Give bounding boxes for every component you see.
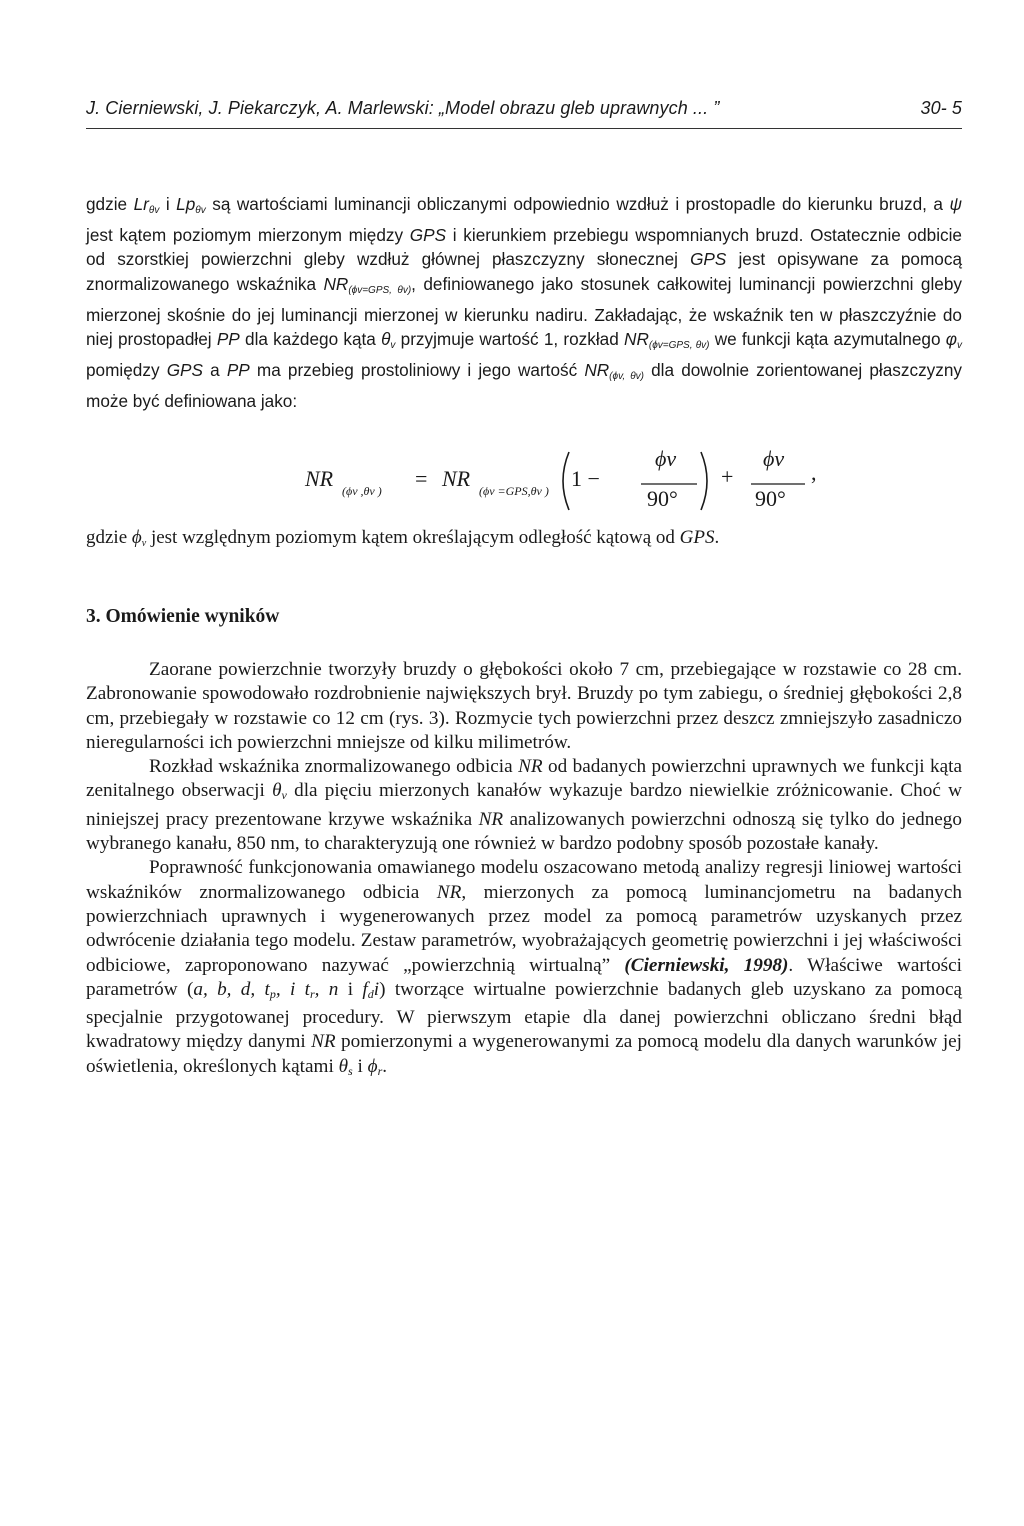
text: dla każdego kąta bbox=[239, 329, 382, 350]
symbol-nr: NR bbox=[436, 881, 462, 903]
equation-rhs-subscript: (ϕv =GPS,θv ) bbox=[479, 484, 549, 498]
header-rule bbox=[86, 128, 962, 129]
symbol-lr: Lr bbox=[133, 194, 149, 214]
paragraph bbox=[86, 856, 962, 1083]
text: są wartościami luminancji obliczanymi odpowiednio wzdłuż i prostopadle do kierunku bruzd, a bbox=[205, 194, 950, 214]
term-pp: PP bbox=[226, 360, 250, 381]
comma: , bbox=[811, 460, 817, 485]
text: a bbox=[202, 360, 227, 381]
text: jest opisywane za pomocą znormalizowanego wskaźnika bbox=[86, 249, 963, 294]
subscript: θv bbox=[148, 205, 160, 216]
text: i kierunkiem przebiegu wspomnianych bruzd. Ostatecznie odbicie od szorstkiej powierzchni gleby wzdłuż głównej płaszczyzny słonecznej bbox=[86, 225, 962, 270]
subscript: (ϕv=GPS, θv) bbox=[348, 284, 412, 296]
subscript: θv bbox=[195, 205, 206, 216]
symbol-nr: NR bbox=[311, 1031, 336, 1053]
subscript: r bbox=[310, 986, 315, 1001]
text: . bbox=[382, 1055, 388, 1077]
text: we funkcji kąta azymutalnego bbox=[709, 329, 946, 350]
text: i bbox=[352, 1055, 368, 1077]
subscript: s bbox=[348, 1063, 353, 1078]
term-gps: GPS bbox=[679, 527, 715, 548]
text: pomierzonymi a wygenerowanymi za pomocą modelu dla danych warunków jej oświetlenia, określonych kątami bbox=[86, 1031, 962, 1077]
symbol-phi: ϕ bbox=[131, 527, 142, 548]
equation-lhs: NR bbox=[305, 466, 334, 491]
paragraph-where bbox=[86, 526, 962, 556]
subscript: v bbox=[281, 788, 287, 803]
fraction-numerator: ϕv bbox=[763, 446, 785, 471]
left-paren bbox=[563, 452, 569, 510]
fraction-denominator: 90° bbox=[647, 486, 678, 511]
text: . Właściwe wartości parametrów ( bbox=[86, 954, 962, 1000]
term-gps: GPS bbox=[690, 249, 727, 270]
subscript: (ϕv=GPS, θv) bbox=[648, 340, 710, 352]
symbol-nr: NR bbox=[323, 273, 349, 294]
params: a, b, d, t bbox=[193, 978, 270, 1000]
text: jest kątem poziomym mierzonym między bbox=[86, 225, 410, 246]
paragraph bbox=[86, 755, 962, 856]
section-heading: 3. Omówienie wyników bbox=[86, 606, 280, 627]
text: gdzie bbox=[86, 194, 134, 214]
text: jest względnym poziomym kątem określającym odległość kątową od bbox=[146, 527, 680, 548]
equals-sign: = bbox=[415, 466, 428, 491]
symbol-psi: ψ bbox=[949, 194, 962, 214]
paragraph-definitions bbox=[86, 192, 962, 414]
symbol-theta: θ bbox=[381, 329, 391, 350]
text: , mierzonych za pomocą luminancjometru na badanych powierzchniach uprawnych i wygenerowanych przez model za pomocą parametrów uzyskanych przez odwrócenie działania tego modelu. Zestaw parametrów, wyobrażających geometrię powierzchni i jej właściwości odbiciowe, zaproponowano nazywać „powierzchnią wirtualną” bbox=[86, 881, 962, 976]
subscript: d bbox=[367, 986, 374, 1001]
symbol-nr: NR bbox=[478, 808, 504, 830]
text: i bbox=[159, 194, 177, 214]
params: i bbox=[373, 978, 380, 1000]
text: dla pięciu mierzonych kanałów wykazuje bardzo niewielkie zróżnicowanie. Choć w niniejszej pracy prezentowane krzywe wskaźnika bbox=[86, 780, 962, 830]
running-header bbox=[86, 98, 962, 119]
text: Poprawność funkcjonowania omawianego modelu oszacowano metodą analizy regresji liniowej wartości wskaźników znormalizowanego odbicia bbox=[86, 857, 962, 903]
fraction-numerator: ϕv bbox=[655, 446, 677, 471]
params: , i t bbox=[275, 978, 310, 1000]
text: Rozkład wskaźnika znormalizowanego odbicia bbox=[149, 756, 519, 778]
term-pp: PP bbox=[216, 329, 240, 350]
text: analizowanych powierzchni odnoszą się tylko do jednego wybranego kanału, 850 nm, to charakteryzują one również w bardzo podobny sposób pozostałe kanały. bbox=[86, 808, 962, 855]
plus-sign: + bbox=[721, 464, 734, 489]
params: , n bbox=[314, 978, 339, 1000]
symbol-phi: φ bbox=[945, 329, 957, 350]
symbol-lp: Lp bbox=[176, 194, 196, 214]
right-paren bbox=[701, 452, 707, 510]
equation-nr bbox=[305, 448, 865, 514]
text: przyjmuje wartość 1, rozkład bbox=[395, 329, 625, 350]
page-number: 30- 5 bbox=[920, 98, 962, 118]
subscript: r bbox=[377, 1063, 383, 1078]
section-body bbox=[86, 658, 962, 1083]
header-authors-title: J. Cierniewski, J. Piekarczyk, A. Marlewski: „Model obrazu gleb uprawnych ... ” bbox=[86, 98, 720, 118]
symbol-nr: NR bbox=[624, 329, 649, 350]
symbol-theta: θ bbox=[272, 780, 282, 802]
subscript: v bbox=[390, 340, 396, 352]
text: i bbox=[338, 978, 363, 1000]
text: pomiędzy bbox=[86, 360, 167, 381]
text: . bbox=[714, 527, 720, 548]
subscript: (ϕv, θv) bbox=[609, 371, 644, 383]
paragraph: Zaorane powierzchnie tworzyły bruzdy o głębokości około 7 cm, przebiegające w rozstawie co 28 cm. Zabronowanie spowodowało rozdrobnienie największych brył. Bruzdy po tym zabiegu, o średniej głębokości 2,8 cm, przebiegały w rozstawie co 12 cm (rys. 3). Rozmycie tych powierzchni przez deszcz zmniejszyło zasadniczo nieregularności ich powierzchni mniejsze od kilku milimetrów. bbox=[86, 659, 962, 753]
term-gps: GPS bbox=[166, 360, 203, 381]
equation-rhs: NR bbox=[442, 466, 471, 491]
symbol-nr: NR bbox=[584, 360, 610, 381]
text: gdzie bbox=[86, 527, 132, 548]
subscript: p bbox=[269, 986, 276, 1001]
fraction-denominator: 90° bbox=[755, 486, 786, 511]
equation-lhs-subscript: (ϕv ,θv ) bbox=[342, 484, 382, 498]
text: , definiowanego jako stosunek całkowitej luminancji powierzchni gleby mierzonej skośnie do jej luminancji mierzonej w kierunku nadiru. Zakładając, że wskaźnik ten w płaszczyźnie do niej prostopadłej bbox=[86, 273, 962, 350]
citation: (Cierniewski, 1998) bbox=[624, 954, 789, 976]
symbol-nr: NR bbox=[518, 756, 543, 778]
text: dla dowolnie zorientowanej płaszczyzny może być definiowana jako: bbox=[86, 360, 962, 412]
subscript: v bbox=[141, 538, 147, 549]
text: od badanych powierzchni uprawnych we funkcji kąta zenitalnego obserwacji bbox=[86, 756, 962, 802]
symbol-phi: ϕ bbox=[367, 1055, 378, 1077]
term-gps: GPS bbox=[409, 225, 447, 246]
params: f bbox=[362, 978, 368, 1000]
text: ) tworzące wirtualne powierzchnie badanych gleb uzyskano za pomocą specjalnie przygotowanej procedury. W pierwszym etapie dla danej powierzchni obliczano średni błąd kwadratowy między danymi bbox=[86, 978, 962, 1053]
text: ma przebieg prostoliniowy i jego wartość bbox=[249, 360, 585, 381]
one-minus: 1 − bbox=[571, 466, 600, 491]
symbol-theta: θ bbox=[338, 1055, 349, 1077]
subscript: v bbox=[957, 340, 962, 352]
